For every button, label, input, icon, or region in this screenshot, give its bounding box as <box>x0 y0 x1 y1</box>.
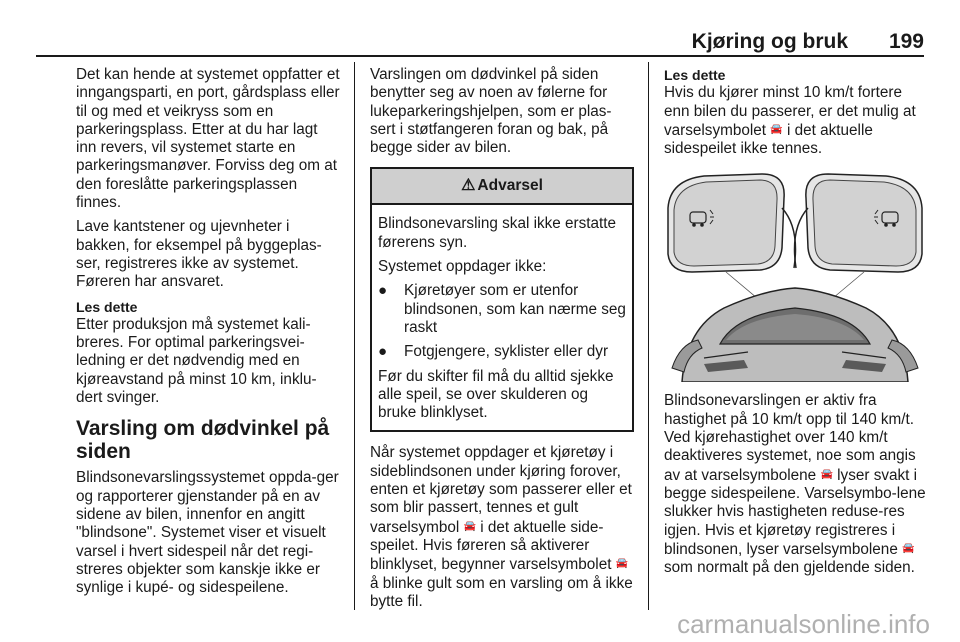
blind-spot-car-icon: 🚘 <box>615 558 629 570</box>
text-run: i det aktuelle sidespeilet ikke tennes. <box>664 121 873 158</box>
note-text <box>664 84 926 158</box>
watermark: carmanualsonline.info <box>677 609 930 639</box>
warning-title: Advarsel <box>477 177 543 195</box>
warning-body <box>372 205 632 430</box>
text-run: lyser svakt i begge sidespeilene. Varselsymbo-lene slukker hvis hastigheten reduse-res igjen. Hvis et kjøretøy registreres i blindsonen, lyser varselsymbolene <box>664 466 926 558</box>
list-item <box>378 343 626 361</box>
blind-spot-car-icon: 🚘 <box>820 468 833 480</box>
warning-header <box>372 169 632 205</box>
text-run: Når systemet oppdager et kjøretøy i sideblindsonen under kjøring forover, enten et kjøretøy som passerer eller et som blir passert, tennes et gult varselsymbol <box>370 444 632 536</box>
text-run: Blindsonevarslingen er aktiv fra hastighet på 10 km/t opp til 140 km/t. Ved kjørehastighet over 140 km/t deaktiveres systemet, noe som angis av at varselsymbolene <box>664 392 916 484</box>
blind-spot-car-icon: 🚘 <box>463 520 476 532</box>
warning-text: Systemet oppdager ikke: <box>378 258 547 276</box>
section-heading: Varsling om dødvinkel på siden <box>76 417 330 464</box>
header-rule <box>36 55 924 57</box>
chapter-title: Kjøring og bruk <box>691 30 848 53</box>
bullet-icon: ● <box>378 282 388 300</box>
paragraph: Varslingen om dødvinkel på siden benytter seg av noen av følerne for lukeparkeringshjelpen, som er plas-sert i støtfangeren foran og bak, på begge sider av bilen. <box>370 66 612 157</box>
note-text: Etter produksjon må systemet kali-breres. For optimal parkeringsvei-ledning er det nødvendig med en kjøreavstand på minst 10 km, inklu-dert svinger. <box>76 315 317 407</box>
warning-triangle-icon: ⚠ <box>461 177 476 195</box>
paragraph: Blindsonevarslingssystemet oppda-ger og rapporterer gjenstander på en av sidene av bilen, innenfor en angitt "blindsone". Systemet viser et visuelt varsel i hvert sidespeil når det regi-streres objekter som kanskje ikke er synlige i kupé- og sidespeilene. <box>76 469 339 597</box>
paragraph <box>370 444 634 611</box>
list-item-text: Kjøretøyer som er utenfor blindsonen, som kan nærme seg raskt <box>404 282 626 336</box>
column-1 <box>76 66 342 603</box>
text-run: Hvis du kjører minst 10 km/t fortere enn bilen du passerer, er det mulig at varselsymbolet <box>664 84 916 139</box>
column-divider-2 <box>648 62 649 610</box>
text-run: i det aktuelle side-speilet. Hvis føreren så aktiverer blinklyset, begynner varselsymbolet <box>370 518 616 574</box>
list-item <box>378 282 626 337</box>
column-divider-1 <box>354 62 355 610</box>
car-rear <box>672 288 918 382</box>
right-mirror <box>795 174 923 272</box>
note-heading: Les dette <box>664 67 726 83</box>
blind-spot-car-icon: 🚘 <box>902 542 915 554</box>
column-3 <box>664 66 926 583</box>
mirror-illustration <box>664 168 926 382</box>
text-run: som normalt på den gjeldende siden. <box>664 559 915 577</box>
paragraph <box>664 392 926 577</box>
warning-text: Blindsonevarsling skal ikke erstatte førerens syn. <box>378 215 617 251</box>
left-mirror <box>668 174 796 272</box>
paragraph: Det kan hende at systemet oppfatter et inngangsparti, en port, gårdsplass eller til og med et veikryss som en parkeringsplass. Etter at du har lagt inn revers, vil systemet starte en parkeringsmanøver. Forviss deg om at den foreslåtte parkeringsplassen finnes. <box>76 66 340 212</box>
text-run: å blinke gult som en varsling om å ikke bytte fil. <box>370 574 633 610</box>
list-item-text: Fotgjengere, syklister eller dyr <box>404 343 609 361</box>
page-header <box>0 30 960 58</box>
blind-spot-car-icon: 🚘 <box>770 123 783 135</box>
warning-box <box>370 167 634 432</box>
bullet-icon: ● <box>378 343 388 361</box>
page-number: 199 <box>888 30 924 53</box>
paragraph: Lave kantstener og ujevnheter i bakken, for eksempel på byggeplas-ser, registreres ikke av systemet. Føreren har ansvaret. <box>76 218 322 291</box>
warning-text: Før du skifter fil må du alltid sjekke alle speil, se over skulderen og bruke blinklyset. <box>378 367 614 422</box>
column-2 <box>370 66 634 617</box>
note-heading: Les dette <box>76 298 138 315</box>
